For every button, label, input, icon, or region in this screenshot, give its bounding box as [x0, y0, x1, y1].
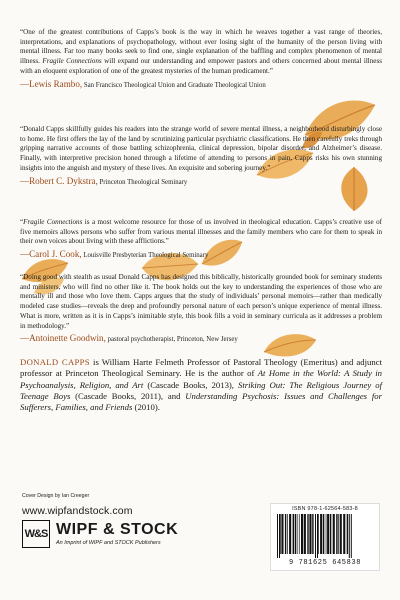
author-bio: [20, 357, 382, 413]
barcode-bar: [289, 514, 291, 554]
barcode-bar: [315, 514, 316, 558]
barcode-bar: [343, 514, 345, 554]
barcode-bar: [287, 514, 288, 554]
barcode-bar: [293, 514, 294, 554]
endorsement-2-text: “Donald Capps skillfully guides his readers into the strange world of severe mental illness, a neighborhood disturbingly close to home. He first offers the lay of the land by scrutinizing particular psychiatric classifications. He then carefully treks through gripping narrative accounts of those battling schizophrenia, clinical depression, bipolar disorder, and Alzheimer’s disease. Finally, with interpretive precision honed through a lifetime of attending to persons in pain, Capps risks his own stunning insights into the anguish and mystery of these lives. An exquisite and sobering journey.”: [20, 125, 382, 172]
publisher-name: WIPF & STOCK: [56, 521, 179, 538]
publisher-logo: [22, 520, 212, 550]
publisher-mark-icon: W&S: [22, 520, 50, 548]
barcode-bar: [318, 514, 319, 554]
cover-design-credit: Cover Design by Ian Creeger: [22, 493, 90, 499]
isbn-digits: 9 781625 645838: [288, 559, 361, 567]
barcode-bar: [349, 514, 350, 558]
endorsement-3: [20, 218, 382, 261]
publisher-website: www.wipfandstock.com: [22, 505, 133, 517]
barcode-bar: [333, 514, 335, 554]
endorsement-4-text: “Doing good with stealth as usual Donald Capps has designed this biblically, historically grounded book for seminary students and ministers, who will find no other like it. The book holds out the key to understanding the experiences of those who are mentally ill and those who love them. Capps argues that the study of individuals’ personal memoirs—rather than medically modeled case studies—reveals the deep and profoundly personal nature of each person’s unique experience of mental illness. What is more, written as it is in Capps’s inimitable style, this book fills a void in seminary curricula as it addresses a problem in methodology.”: [20, 273, 382, 330]
barcode-bar: [299, 514, 300, 554]
endorsement-4-name: —Antoinette Goodwin,: [20, 333, 106, 344]
barcode-bar: [307, 514, 308, 554]
barcode-bar: [317, 514, 318, 558]
barcode-bar: [301, 514, 303, 554]
endorsement-3-attribution: [20, 249, 382, 261]
endorsement-3-org: Louisville Presbyterian Theological Seminary: [81, 252, 209, 260]
endorsement-4: [20, 273, 382, 345]
endorsement-1-name: —Lewis Rambo,: [20, 78, 83, 89]
barcode-bar: [281, 514, 283, 554]
endorsement-2-org: Princeton Theological Seminary: [97, 178, 188, 186]
barcode-bar: [338, 514, 339, 554]
barcode-bars: [275, 514, 375, 558]
barcode-bar: [279, 514, 280, 558]
barcode-bar: [297, 514, 298, 554]
endorsement-4-attribution: [20, 333, 382, 345]
barcode-bar: [347, 514, 348, 554]
author-name: DONALD CAPPS: [20, 357, 90, 367]
endorsement-2: [20, 125, 382, 188]
barcode-bar: [295, 514, 296, 554]
barcode-bar: [320, 514, 322, 554]
endorsement-1-attribution: [20, 79, 382, 91]
barcode-bar: [277, 514, 278, 558]
barcode-bar: [330, 514, 331, 554]
author-bio-text: is William Harte Felmeth Professor of Pastoral Theology (Emeritus) and adjunct professor at Princeton Theological Seminary. He is the author of At Home in the World: A Study in Psychoanalysis, Religion, and Art (Cascade Books, 2013), Striking Out: The Religious Journey of Teenage Boys (Cascade Books, 2011), and Understanding Psychosis: Issues and Challenges for Sufferers, Families, and Friends (2010).: [20, 357, 383, 413]
endorsement-4-org: pastoral psychotherapist, Princeton, New Jersey: [105, 336, 238, 344]
barcode-bar: [351, 514, 352, 558]
barcode-bar: [312, 514, 313, 554]
barcode-bar: [326, 514, 327, 554]
endorsement-3-text: “Fragile Connections is a most welcome resource for those of us involved in theological education. Capps’s creative use of five memoirs allows persons who suffer from various mental illnesses and the family members who care for them to speak in their own voices about living with these afflictions.”: [20, 218, 382, 246]
isbn-label: ISBN 978-1-62564-583-8: [292, 506, 358, 512]
endorsement-1-text: “One of the greatest contributions of Capps’s book is the way in which he weaves together a vast range of theories, interpretations, and explanations of psychopathology, without ever losing sight of the humanity of the person living with mental illness. Far too many books seek to find one, single explanation of the baffling and complex phenomenon of mental illness. Fragile Connections will expand our understanding and empower pastors and others concerned about mental illness with an eloquent exploration of one of the greatest mysteries of the human predicament.”: [20, 28, 382, 75]
barcode-bar: [336, 514, 337, 554]
barcode-bar: [304, 514, 306, 554]
endorsement-3-name: —Carol J. Cook,: [20, 249, 82, 260]
barcode-bar: [327, 514, 329, 554]
barcode-bar: [280, 514, 281, 554]
endorsement-2-attribution: [20, 176, 382, 188]
publisher-tagline: An Imprint of WIPF and STOCK Publishers: [56, 540, 161, 546]
endorsement-1-org: San Francisco Theological Union and Graduate Theological Union: [82, 81, 266, 89]
bottom-margin: [0, 586, 400, 600]
endorsement-2-name: —Robert C. Dykstra,: [20, 175, 98, 186]
endorsement-1: [20, 28, 382, 91]
barcode-bar: [340, 514, 342, 554]
barcode-bar: [285, 514, 286, 554]
barcode-bar: [323, 514, 324, 554]
isbn-barcode: [270, 503, 380, 571]
barcode-bar: [309, 514, 311, 554]
